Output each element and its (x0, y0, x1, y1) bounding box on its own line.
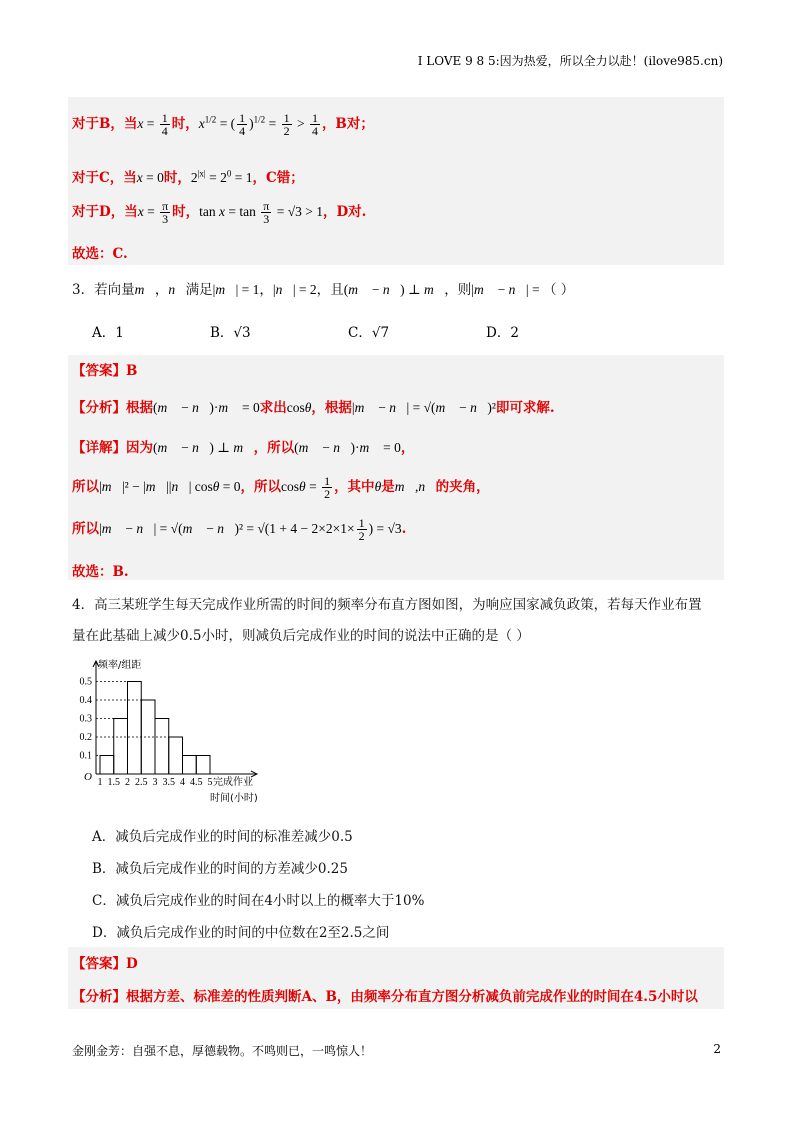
histogram-bar (183, 756, 197, 775)
x-tick-label: 2 (125, 777, 130, 788)
histogram-bar (114, 719, 128, 775)
page-number: 2 (713, 1042, 721, 1056)
footer-motto: 金刚金芳：自强不息，厚德载物。不鸣则已，一鸣惊人！ (72, 1044, 373, 1058)
y-tick-label: 0.1 (79, 750, 92, 762)
q3-option-c: C．√7 (348, 325, 390, 341)
q4-analysis: 【分析】根据方差、标准差的性质判断A、B，由频率分布直方图分析减负前完成作业的时间在4.5小时以 (72, 989, 698, 1005)
histogram-bar (128, 682, 142, 775)
q4-option-d: D．减负后完成作业的时间的中位数在2至2.5之间 (92, 925, 390, 941)
histogram-chart (68, 658, 283, 808)
y-tick-label: 0.2 (79, 732, 92, 743)
x-tick-label: 2.5 (135, 777, 148, 788)
x-axis-label-line2: 时间(小时) (210, 793, 258, 804)
q4-stem-line1: 4．高三某班学生每天完成作业所需的时间的频率分布直方图如图，为响应国家减负政策，若每天作业布置 (72, 597, 702, 613)
x-axis-label-line1: 完成作业 (213, 777, 253, 788)
q3-analysis: 【分析】根据(m⃗ − n⃗)·m⃗ = 0求出cosθ，根据|m⃗ − n⃗| = √(m⃗ − n⃗)²即可求解. (72, 400, 555, 416)
q3-option-b: B．√3 (210, 325, 251, 341)
q3-answer: 【答案】B (72, 363, 138, 379)
x-tick-label: 4.5 (190, 777, 203, 788)
histogram-bar (155, 719, 169, 775)
q4-option-c: C．减负后完成作业的时间在4小时以上的概率大于10% (92, 893, 425, 909)
x-tick-label: 3.5 (162, 777, 175, 788)
y-tick-label: 0.3 (79, 713, 92, 725)
y-axis-label: 频率/组距 (98, 660, 142, 671)
origin-label: O (84, 771, 92, 783)
y-tick-label: 0.5 (79, 676, 92, 688)
q3-solution-block (68, 355, 724, 580)
q3-detail: 【详解】因为(m⃗ − n⃗) ⊥ m⃗，所以(m⃗ − n⃗)·m⃗ = 0， (72, 440, 415, 456)
q4-option-a: A．减负后完成作业的时间的标准差减少0.5 (92, 829, 353, 845)
q3-stem: 3．若向量m⃗，n⃗满足|m⃗| = 1，|n⃗| = 2，且(m⃗ − n⃗) ⊥ m⃗，则|m⃗ − n⃗| = （ ） (72, 282, 575, 298)
x-tick-label: 5 (207, 777, 213, 788)
q4-answer: 【答案】D (72, 956, 138, 972)
q3-step-result: 所以|m⃗ − n⃗| = √(m⃗ − n⃗)² = √(1 + 4 − 2×2×1× $\frac{1}{2}$ ) = √3. (72, 516, 407, 544)
q3-option-a: A．1 (92, 325, 124, 341)
x-tick-label: 1 (97, 777, 103, 788)
q2-choose: 故选：C. (72, 246, 128, 262)
q2-case-d: 对于D，当x = $\frac{\pi}{3}$ 时，tan x = tan $\frac{\pi}{3}$ = √3 > 1，D对. (72, 199, 367, 227)
q2-case-b: 对于B，当x = $\frac{1}{4}$ 时，$x^{1/2}$ = ( $\frac{1}{4}$ )$^{1/2}$ = $\frac{1}{2}$ > $\frac{1}{4}$ ，B对； (72, 111, 374, 139)
q3-choose: 故选：B. (72, 564, 129, 580)
q3-step-cos: 所以|m⃗|² − |m⃗||n⃗| cosθ = 0，所以cosθ = $\frac{1}{2}$ ，其中θ是m⃗,n⃗的夹角， (72, 474, 490, 502)
q2-case-c: 对于C，当x = 0时，$2^{|x|} = 2^0 = 1$，C错； (72, 168, 304, 186)
q4-option-b: B．减负后完成作业的时间的方差减少0.25 (92, 861, 348, 877)
y-tick-label: 0.4 (79, 695, 92, 706)
x-tick-label: 4 (180, 777, 185, 788)
histogram-bar (196, 756, 210, 775)
x-tick-label: 1.5 (107, 777, 120, 788)
histogram-svg (68, 658, 283, 808)
x-tick-label: 3 (152, 777, 158, 788)
page-header: I LOVE 9 8 5:因为热爱，所以全力以赴！(ilove985.cn) (417, 54, 723, 68)
q4-stem-line2: 量在此基础上减少0.5小时，则减负后完成作业的时间的说法中正确的是（ ） (72, 628, 530, 644)
histogram-bar (169, 737, 183, 774)
q3-option-d: D．2 (486, 325, 519, 341)
histogram-bar (100, 756, 114, 775)
